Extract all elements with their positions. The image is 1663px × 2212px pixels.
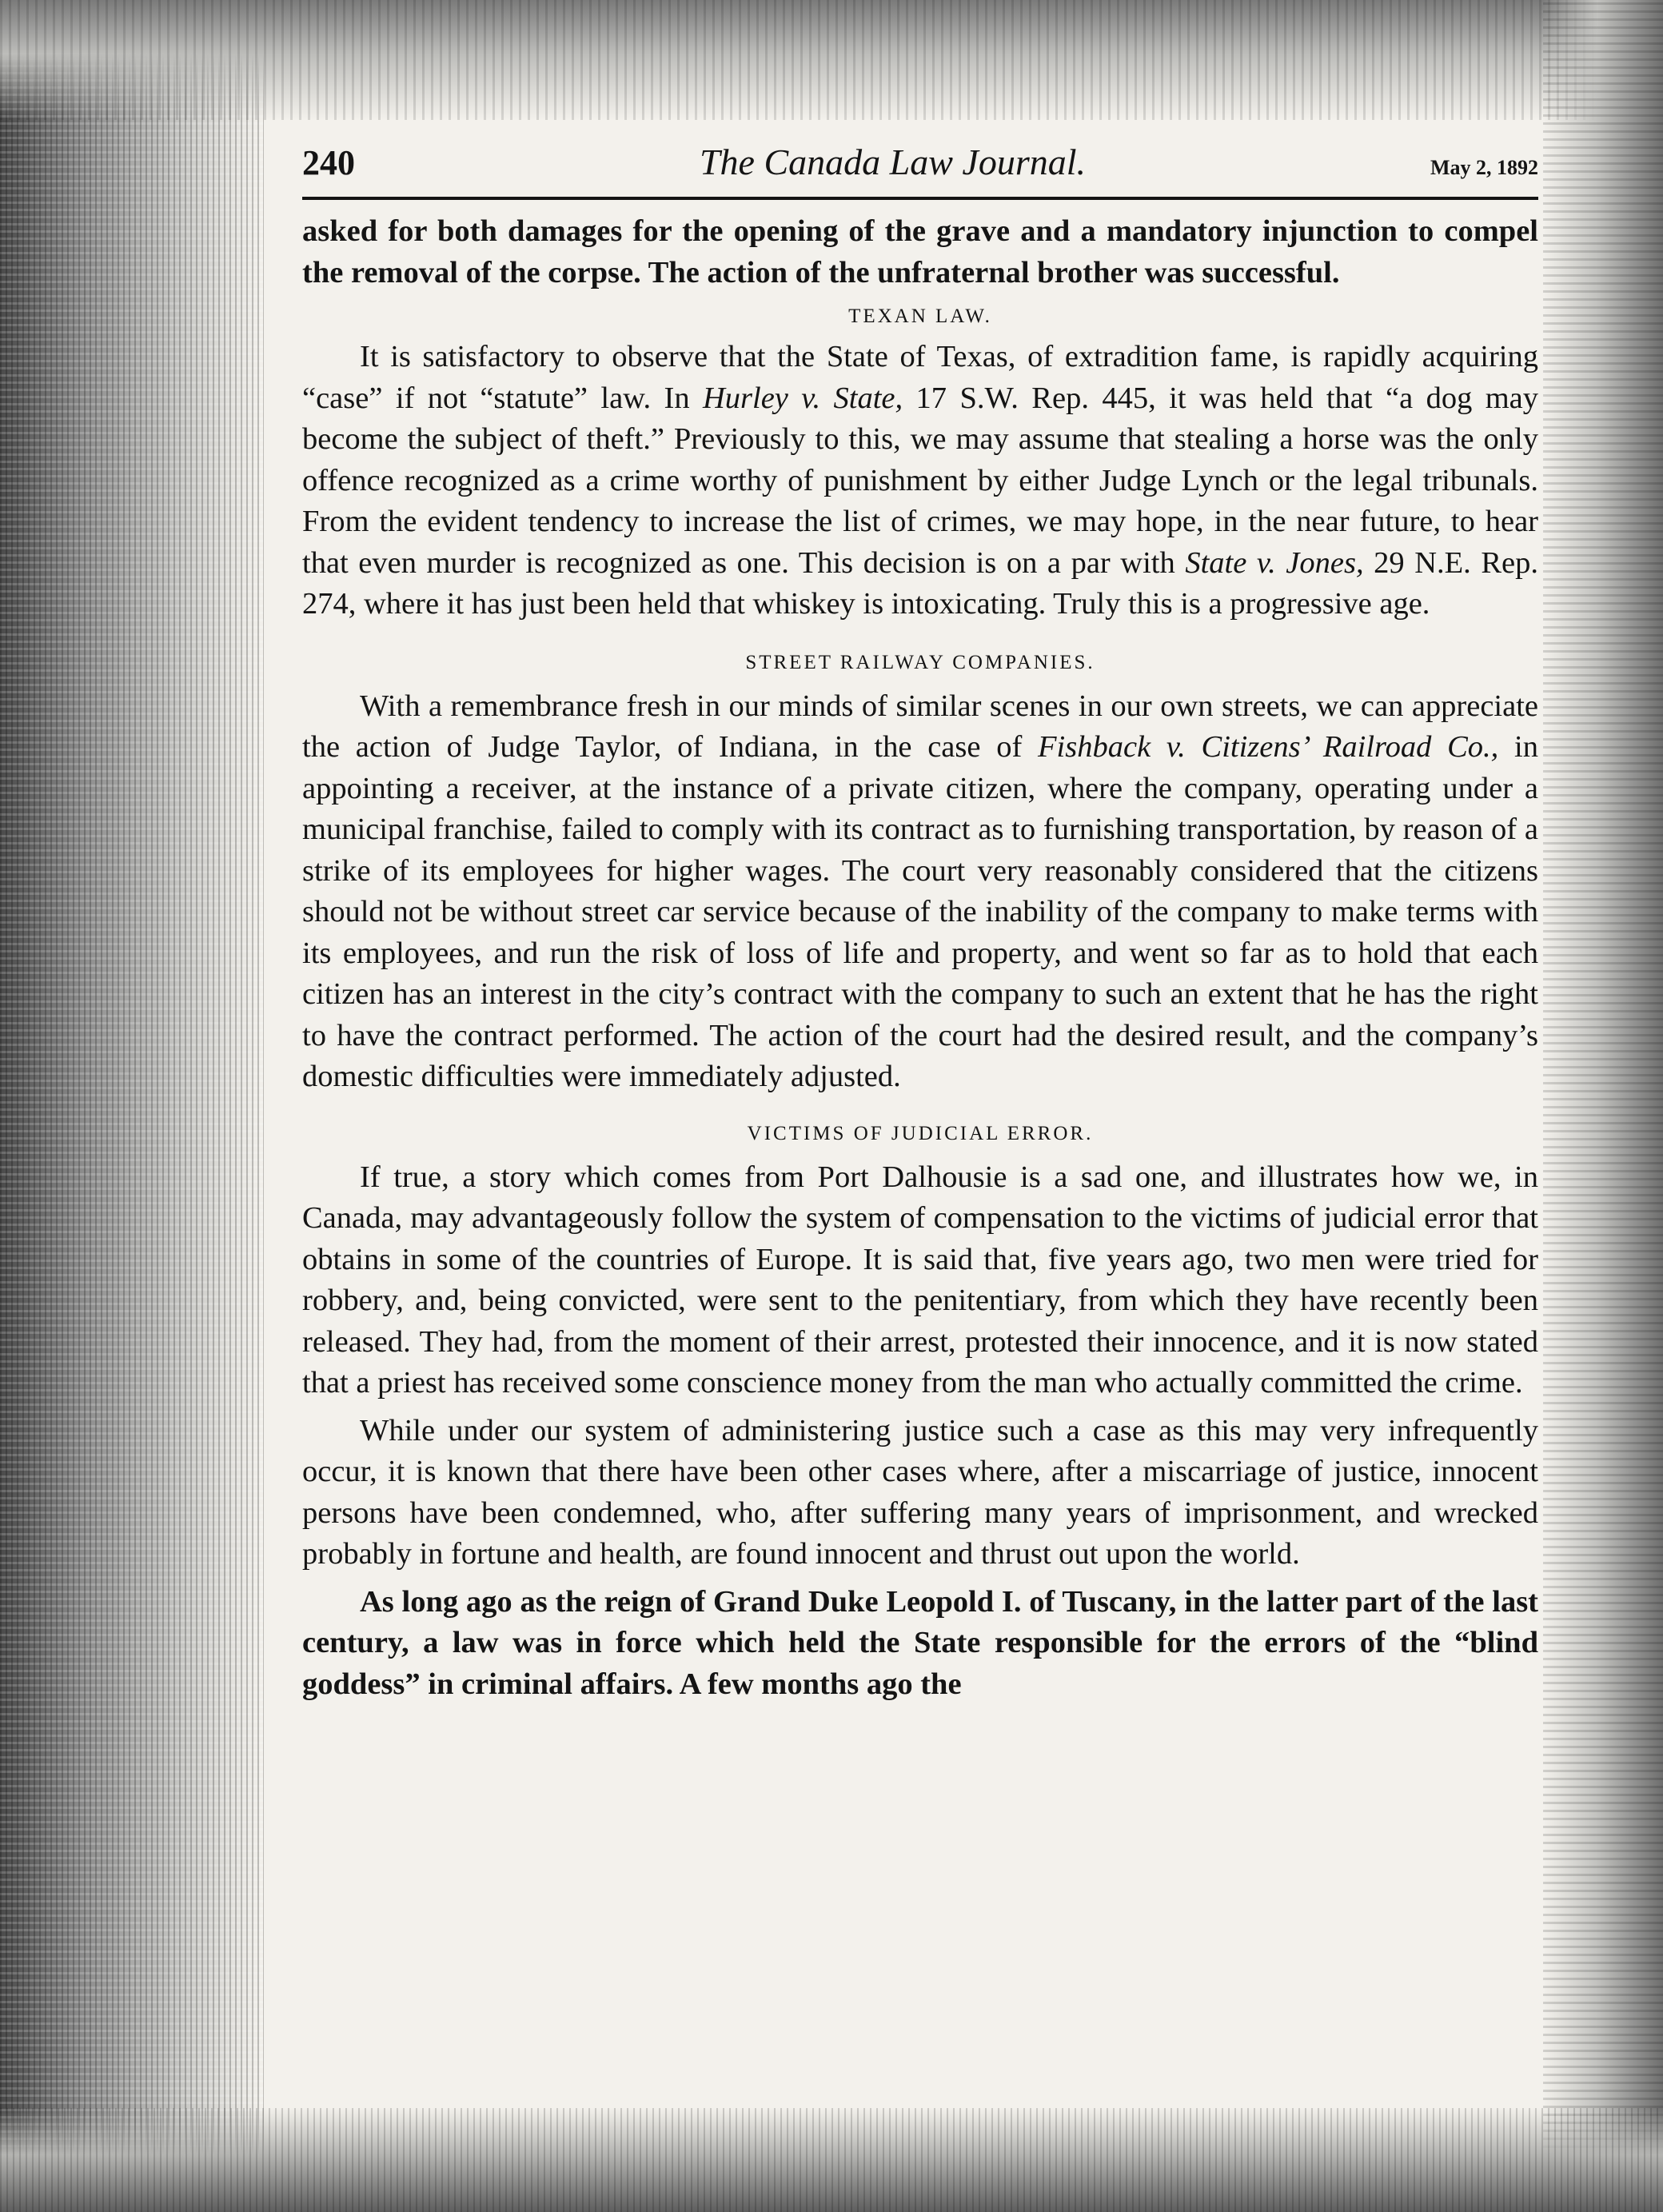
scan-edge-bottom	[0, 2108, 1663, 2212]
section-heading-texan-law: TEXAN LAW.	[848, 305, 992, 327]
street-railway-paragraph	[302, 686, 1538, 1098]
journal-title: The Canada Law Journal.	[699, 142, 1086, 182]
section-heading-street-railway: STREET RAILWAY COMPANIES.	[745, 651, 1095, 673]
text-run: in appointing a receiver, at the instance of a private citizen, where the company, operating under a municipal franchise, failed to comply with its contract as to furnishing transportation, by reason of a strike of its employees for higher wages. The court very reasonably considered that the citizens should not be without street car service because of the inability of the company to make terms with its employees, and run the risk of loss of life and property, and went so far as to hold that each citizen has an interest in the city’s contract with the company to such an extent that he has the right to have the contract performed. The action of the court had the desired result, and the company’s domestic difficulties were immediately adjusted.	[302, 730, 1538, 1093]
text-run: 17 S.W. Rep. 445, it was held that “a dog may become the subject of theft.” Previously to this, we may assume that stealing a horse was the only offence recognized as a crime worthy of punishment by either Judge Lynch or the legal tribunals. From the evident tendency to increase the list of crimes, we may hope, in the near future, to hear that even murder is recognized as one. This decision is on a par with	[302, 381, 1538, 580]
running-head	[302, 141, 1538, 192]
header-rule	[302, 197, 1538, 200]
judicial-error-paragraph-1: If true, a story which comes from Port Dalhousie is a sad one, and illustrates how we, in Canada, may advantageously follow the system of compensation to the victims of judicial error that obtains in some of the countries of Europe. It is said that, five years ago, two men were tried for robbery, and, being convicted, were sent to the penitentiary, from which they have recently been released. They had, from the moment of their arrest, protested their innocence, and it is now stated that a priest has received some conscience money from the man who actually committed the crime.	[302, 1160, 1538, 1399]
case-citation: Hurley v. State,	[702, 381, 903, 415]
judicial-error-paragraph-2: While under our system of administering justice such a case as this may very infrequently occur, it is known that there have been other cases where, after a miscarriage of justice, innocent persons have been condemned, who, after suffering many years of imprisonment, and wrecked probably in fortune and health, are found innocent and thrust out upon the world.	[302, 1413, 1538, 1571]
scan-edge-right	[1543, 0, 1663, 2212]
page-number: 240	[302, 143, 355, 182]
judicial-error-paragraph-3: As long ago as the reign of Grand Duke Leopold I. of Tuscany, in the latter part of the last century, a law was in force which held the State responsible for the errors of the “blind goddess” in criminal affairs. A few months ago the	[302, 1584, 1538, 1701]
text-run: 29 N.E. Rep. 274, where it has just been held that whiskey is intoxicating. Truly this is a progressive age.	[302, 545, 1538, 621]
issue-date: May 2, 1892	[1430, 156, 1538, 179]
scan-edge-left	[0, 0, 264, 2212]
section-heading-judicial-error: VICTIMS OF JUDICIAL ERROR.	[747, 1122, 1094, 1144]
case-citation: State v. Jones,	[1185, 545, 1364, 580]
text-run: It is satisfactory to observe that the State of Texas, of extradition fame, is rapidly acquiring “case” if not “statute” law. In	[302, 340, 1538, 415]
text-run: With a remembrance fresh in our minds of similar scenes in our own streets, we can appreciate the action of Judge Taylor, of Indiana, in the case of	[302, 689, 1538, 764]
texan-law-paragraph	[302, 337, 1538, 625]
case-citation: Fishback v. Citizens’ Railroad Co.,	[1038, 730, 1499, 764]
continued-paragraph: asked for both damages for the opening of the grave and a mandatory injunction to compel the removal of the corpse. The action of the unfraternal brother was successful.	[302, 214, 1538, 289]
journal-page	[302, 141, 1538, 1705]
scan-edge-top	[0, 0, 1663, 120]
